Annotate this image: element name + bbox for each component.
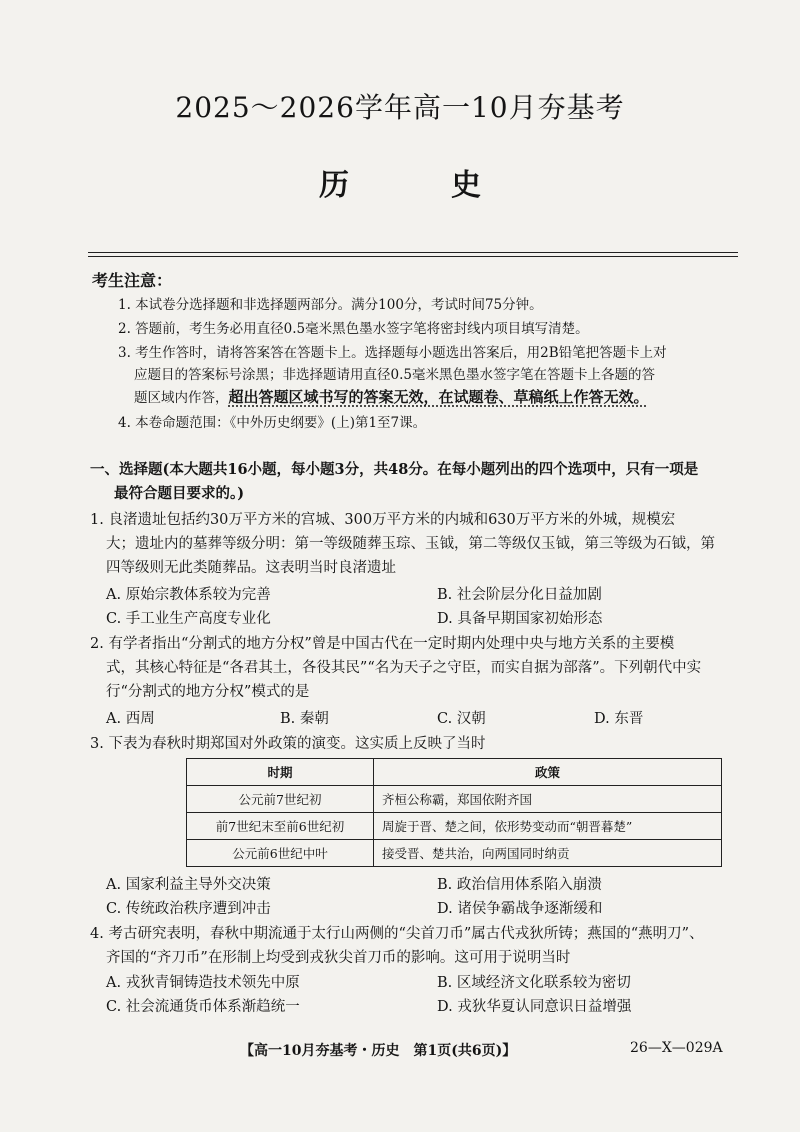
notice-item-3-cont: 应题目的答案标号涂黑；非选择题请用直径0.5毫米黑色墨水签字笔在答题卡上各题的答 [134, 367, 655, 383]
q2-option-d: D. 东晋 [594, 711, 644, 727]
header-divider [88, 252, 738, 253]
table-cell-policy: 齐桓公称霸，郑国依附齐国 [374, 786, 722, 813]
table-header-period: 时期 [187, 759, 374, 786]
q2-option-a: A. 西周 [106, 711, 155, 727]
section-heading [90, 458, 740, 506]
question-2-line2: 式，其核心特征是“各君其土，各役其民”“名为天子之守臣，而实自据为部落”。下列朝代中实 [106, 660, 702, 676]
notice-item-3: 3. 考生作答时，请将答案答在答题卡上。选择题每小题选出答案后，用2B铅笔把答题卡上对 [118, 345, 667, 361]
q1-option-a: A. 原始宗教体系较为完善 [106, 587, 271, 603]
notice-item-4: 4. 本卷命题范围：《中外历史纲要》(上)第1至7课。 [118, 415, 427, 431]
page-footer: 【高一10月夯基考・历史 第1页(共6页)】 [240, 1043, 517, 1059]
table-header-row [187, 759, 722, 786]
subject-title: 历 史 [319, 168, 517, 203]
question-1-line3: 四等级则无此类随葬品。这表明当时良渚遗址 [106, 560, 396, 576]
q1-option-b: B. 社会阶层分化日益加剧 [437, 587, 602, 603]
question-1-line1: 1. 良渚遗址包括约30万平方米的宫城、300万平方米的内城和630万平方米的外城，规模宏 [90, 512, 676, 528]
q3-option-c: C. 传统政治秩序遭到冲击 [106, 901, 271, 917]
table-cell-policy: 接受晋、楚共治，向两国同时纳贡 [374, 840, 722, 867]
q4-option-d: D. 戎狄华夏认同意识日益增强 [437, 999, 632, 1015]
question-2 [90, 632, 740, 704]
question-4-line2: 齐国的“齐刀币”在形制上均受到戎狄尖首刀币的影响。这可用于说明当时 [106, 950, 571, 966]
question-1-line2: 大；遗址内的墓葬等级分明：第一等级随葬玉琮、玉钺，第二等级仅玉钺，第三等级为石钺，第 [106, 536, 715, 552]
q2-option-c: C. 汉朝 [437, 711, 486, 727]
policy-table [186, 758, 722, 867]
notice-item-1: 1. 本试卷分选择题和非选择题两部分。满分100分，考试时间75分钟。 [118, 297, 543, 313]
q3-option-b: B. 政治信用体系陷入崩溃 [437, 877, 602, 893]
exam-title: 2025～2026学年高一10月夯基考 [175, 91, 625, 124]
table-header-policy: 政策 [374, 759, 722, 786]
q2-option-b: B. 秦朝 [280, 711, 329, 727]
section-heading-line2: 最符合题目要求的。) [114, 485, 245, 502]
table-cell-period: 公元前7世纪初 [187, 786, 374, 813]
q3-option-d: D. 诸侯争霸战争逐渐缓和 [437, 901, 603, 917]
question-3 [90, 732, 740, 756]
q1-option-d: D. 具备早期国家初始形态 [437, 611, 603, 627]
question-2-line3: 行“分割式的地方分权”模式的是 [106, 684, 310, 700]
notice-emphasis: 超出答题区域书写的答案无效，在试题卷、草稿纸上作答无效。 [228, 388, 649, 406]
table-cell-period: 公元前6世纪中叶 [187, 840, 374, 867]
q1-option-c: C. 手工业生产高度专业化 [106, 611, 271, 627]
question-3-line1: 3. 下表为春秋时期郑国对外政策的演变。这实质上反映了当时 [90, 736, 486, 752]
table-row [187, 786, 722, 813]
section-heading-line1: 一、选择题(本大题共16小题，每小题3分，共48分。在每小题列出的四个选项中，只有一项是 [90, 461, 699, 478]
table-cell-policy: 周旋于晋、楚之间，依形势变动而“朝晋暮楚” [374, 813, 722, 840]
q3-option-a: A. 国家利益主导外交决策 [106, 877, 271, 893]
q4-option-c: C. 社会流通货币体系渐趋统一 [106, 999, 300, 1015]
table-cell-period: 前7世纪末至前6世纪初 [187, 813, 374, 840]
question-2-line1: 2. 有学者指出“分割式的地方分权”曾是中国古代在一定时期内处理中央与地方关系的主要模 [90, 636, 675, 652]
question-1 [90, 508, 740, 580]
notice-item-2: 2. 答题前，考生务必用直径0.5毫米黑色墨水签字笔将密封线内项目填写清楚。 [118, 321, 589, 337]
question-4-line1: 4. 考古研究表明，春秋中期流通于太行山两侧的“尖首刀币”属古代戎狄所铸；燕国的“燕明刀”、 [90, 926, 704, 942]
notice-item-3-tail: 题区域内作答， [134, 390, 229, 406]
exam-code: 26—X—029A [630, 1040, 723, 1056]
table-row [187, 813, 722, 840]
header-divider-thin [88, 256, 738, 257]
notice-item-3-cont2 [134, 386, 754, 409]
question-4 [90, 922, 740, 970]
table-row [187, 840, 722, 867]
q4-option-b: B. 区域经济文化联系较为密切 [437, 975, 631, 991]
notice-heading: 考生注意： [92, 271, 173, 290]
q4-option-a: A. 戎狄青铜铸造技术领先中原 [106, 975, 300, 991]
